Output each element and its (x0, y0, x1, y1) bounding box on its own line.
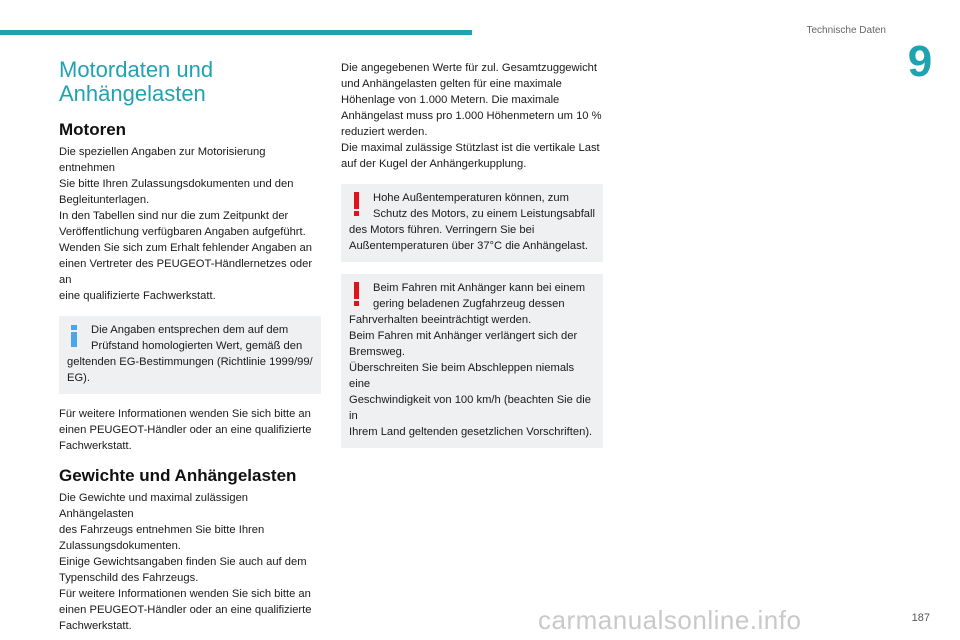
text-line: Die Angaben entsprechen dem auf dem (91, 324, 289, 336)
text-line: Anhängelast muss pro 1.000 Höhenmetern um 10 % (341, 110, 602, 122)
heading-gewichte: Gewichte und Anhängelasten (59, 466, 297, 485)
text-line: Überschreiten Sie beim Abschleppen niemals eine (349, 362, 575, 390)
text-line: Einige Gewichtsangaben finden Sie auch auf dem (59, 556, 307, 568)
text-line: Die angegebenen Werte für zul. Gesamtzuggewicht (341, 62, 598, 74)
text-line: Die speziellen Angaben zur Motorisierung entnehmen (59, 146, 266, 174)
text-line: Für weitere Informationen wenden Sie sich bitte an (59, 588, 311, 600)
text-line: Fahrverhalten beeinträchtigt werden. (349, 314, 532, 326)
chapter-number: 9 (907, 37, 933, 86)
text-line: Zulassungsdokumenten. (59, 540, 181, 552)
text-line: Beim Fahren mit Anhänger verlängert sich der (349, 330, 578, 342)
warning-icon (354, 282, 359, 306)
text-line: Wenden Sie sich zum Erhalt fehlender Angaben an (59, 242, 312, 254)
page-number: 187 (911, 612, 930, 624)
text-line: des Motors führen. Verringern Sie bei (349, 224, 535, 236)
text-line: Die Gewichte und maximal zulässigen Anhängelasten (59, 492, 249, 520)
text-line: Hohe Außentemperaturen können, zum (373, 192, 569, 204)
text-line: Fachwerkstatt. (59, 620, 132, 632)
text-line: einen Vertreter des PEUGEOT-Händlernetzes oder an (59, 258, 313, 286)
gewichte-text (59, 490, 321, 634)
info-icon (71, 325, 77, 347)
text-line: Sie bitte Ihren Zulassungsdokumenten und den (59, 178, 294, 190)
text-line: Höhenlage von 1.000 Metern. Die maximale (341, 94, 560, 106)
text-line: Die maximal zulässige Stützlast ist die vertikale Last (341, 142, 600, 154)
page-title-line-1: Motordaten und (59, 57, 214, 82)
text-line: Geschwindigkeit von 100 km/h (beachten Sie die in (349, 394, 591, 422)
left-column (59, 58, 321, 634)
section-label: Technische Daten (806, 25, 886, 36)
page-title-line-2: Anhängelasten (59, 81, 206, 106)
watermark: carmanualsonline.info (538, 605, 802, 635)
text-line: gering beladenen Zugfahrzeug dessen (373, 298, 565, 310)
page-title (59, 58, 321, 106)
text-line: Veröffentlichung verfügbaren Angaben aufgeführt. (59, 226, 306, 238)
text-line: EG). (67, 372, 90, 384)
text-line: einen PEUGEOT-Händler oder an eine qualifizierte (59, 604, 312, 616)
info-box (59, 316, 321, 394)
text-line: Ihrem Land geltenden gesetzlichen Vorschriften). (349, 426, 593, 438)
text-line: auf der Kugel der Anhängerkupplung. (341, 158, 527, 170)
text-line: reduziert werden. (341, 126, 428, 138)
towing-values-text (341, 60, 603, 172)
warning-box-temperature (341, 184, 603, 262)
text-line: Typenschild des Fahrzeugs. (59, 572, 199, 584)
text-line: Prüfstand homologierten Wert, gemäß den (91, 340, 303, 352)
text-line: eine qualifizierte Fachwerkstatt. (59, 290, 216, 302)
text-line: Begleitunterlagen. (59, 194, 150, 206)
warning-box-driving (341, 274, 603, 448)
text-line: Fachwerkstatt. (59, 440, 132, 452)
heading-motoren: Motoren (59, 120, 127, 139)
text-line: Schutz des Motors, zu einem Leistungsabfall (373, 208, 596, 220)
text-line: In den Tabellen sind nur die zum Zeitpunkt der (59, 210, 289, 222)
text-line: des Fahrzeugs entnehmen Sie bitte Ihren (59, 524, 265, 536)
text-line: Außentemperaturen über 37°C die Anhängelast. (349, 240, 588, 252)
right-column (341, 60, 603, 460)
header-accent-rule (0, 30, 472, 35)
text-line: einen PEUGEOT-Händler oder an eine qualifizierte (59, 424, 312, 436)
text-line: und Anhängelasten gelten für eine maximale (341, 78, 562, 90)
motoren-contact-text (59, 406, 321, 454)
warning-icon (354, 192, 359, 216)
text-line: Für weitere Informationen wenden Sie sich bitte an (59, 408, 311, 420)
text-line: geltenden EG-Bestimmungen (Richtlinie 1999/99/ (67, 356, 313, 368)
text-line: Bremsweg. (349, 346, 405, 358)
motoren-text (59, 144, 321, 304)
text-line: Beim Fahren mit Anhänger kann bei einem (373, 282, 586, 294)
